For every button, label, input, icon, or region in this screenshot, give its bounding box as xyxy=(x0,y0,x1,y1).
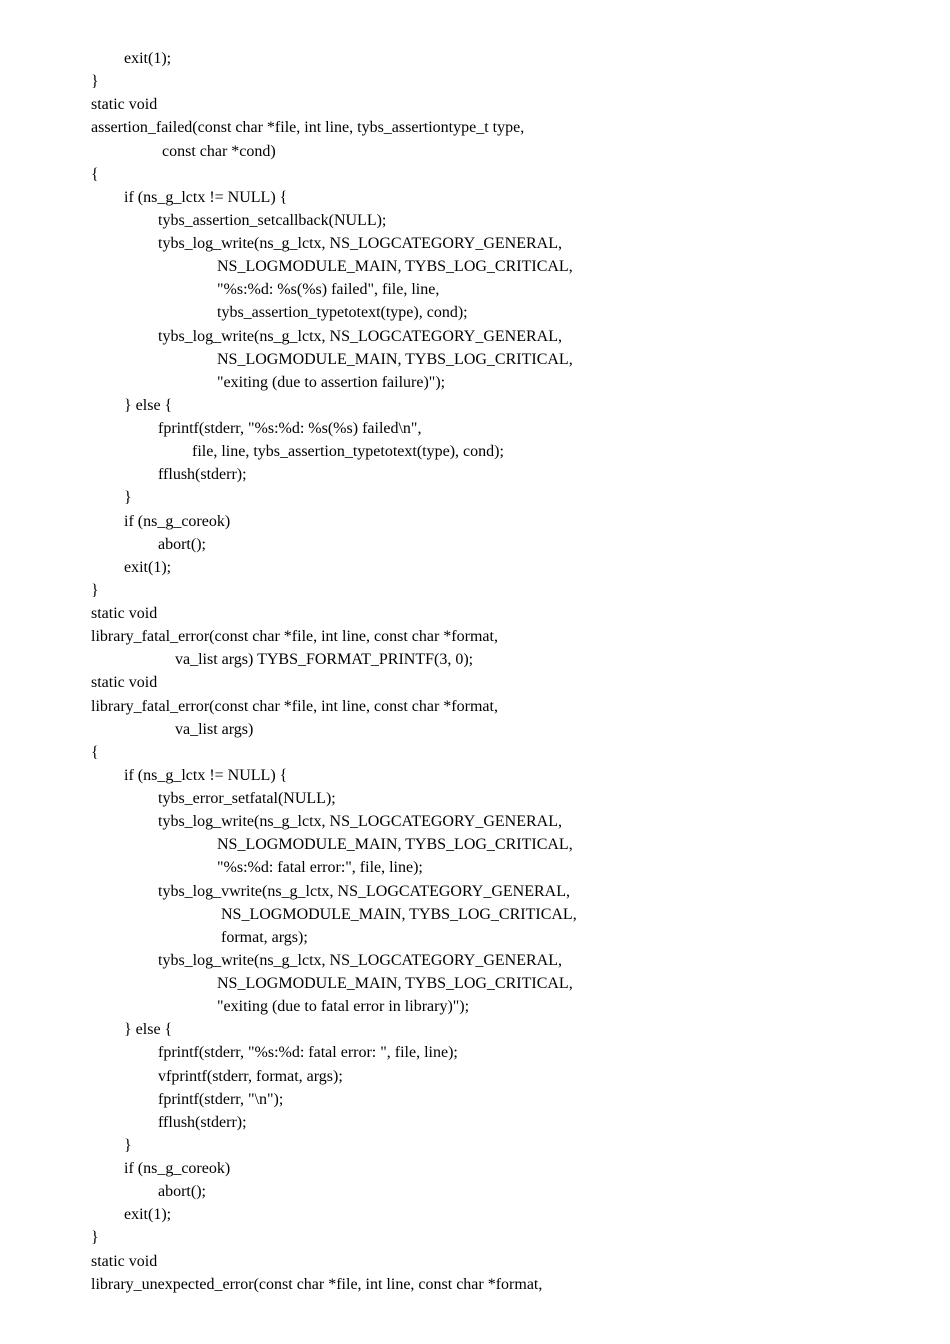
code-line: format, args); xyxy=(221,928,308,946)
code-line: static void xyxy=(91,1252,158,1270)
code-line: tybs_log_write(ns_g_lctx, NS_LOGCATEGORY_GENERAL, xyxy=(158,327,562,345)
code-line: } xyxy=(91,581,99,599)
code-line: if (ns_g_lctx != NULL) { xyxy=(124,188,288,206)
code-line: tybs_log_write(ns_g_lctx, NS_LOGCATEGORY_GENERAL, xyxy=(158,813,562,831)
code-line: library_unexpected_error(const char *file, int line, const char *format, xyxy=(91,1275,543,1293)
code-line: "%s:%d: %s(%s) failed", file, line, xyxy=(217,281,440,299)
code-line: abort(); xyxy=(158,535,206,553)
code-line: NS_LOGMODULE_MAIN, TYBS_LOG_CRITICAL, xyxy=(217,836,573,854)
code-line: "%s:%d: fatal error:", file, line); xyxy=(217,859,423,877)
code-line: fflush(stderr); xyxy=(158,466,247,484)
code-line: fprintf(stderr, "%s:%d: fatal error: ", file, line); xyxy=(158,1044,458,1062)
code-line: if (ns_g_lctx != NULL) { xyxy=(124,766,288,784)
code-line: NS_LOGMODULE_MAIN, TYBS_LOG_CRITICAL, xyxy=(217,350,573,368)
code-line: tybs_assertion_typetotext(type), cond); xyxy=(217,304,468,322)
code-line: file, line, tybs_assertion_typetotext(type), cond); xyxy=(192,443,504,461)
code-line: tybs_log_write(ns_g_lctx, NS_LOGCATEGORY_GENERAL, xyxy=(158,235,562,252)
code-line: library_fatal_error(const char *file, int line, const char *format, xyxy=(91,697,498,715)
code-line: tybs_assertion_setcallback(NULL); xyxy=(158,211,387,229)
code-line: "exiting (due to assertion failure)"); xyxy=(217,373,446,391)
code-line: fprintf(stderr, "%s:%d: %s(%s) failed\n", xyxy=(158,420,422,437)
code-line: exit(1); xyxy=(124,558,172,576)
code-line: tybs_error_setfatal(NULL); xyxy=(158,790,336,807)
code-line: tybs_log_vwrite(ns_g_lctx, NS_LOGCATEGORY_GENERAL, xyxy=(158,882,570,900)
code-line: NS_LOGMODULE_MAIN, TYBS_LOG_CRITICAL, xyxy=(221,905,577,923)
code-line: static void xyxy=(91,96,158,114)
code-line: } else { xyxy=(124,1021,173,1039)
code-line: NS_LOGMODULE_MAIN, TYBS_LOG_CRITICAL, xyxy=(217,258,573,276)
code-line: NS_LOGMODULE_MAIN, TYBS_LOG_CRITICAL, xyxy=(217,975,573,992)
code-line: abort(); xyxy=(158,1183,206,1201)
code-line: if (ns_g_coreok) xyxy=(124,512,231,530)
code-line: vfprintf(stderr, format, args); xyxy=(158,1067,343,1085)
code-line: assertion_failed(const char *file, int line, tybs_assertiontype_t type, xyxy=(91,119,525,137)
code-line: } xyxy=(124,1136,132,1154)
code-line: va_list args) xyxy=(175,720,254,738)
code-line: "exiting (due to fatal error in library)"); xyxy=(217,998,470,1016)
code-line: library_fatal_error(const char *file, int line, const char *format, xyxy=(91,628,498,646)
code-line: tybs_log_write(ns_g_lctx, NS_LOGCATEGORY_GENERAL, xyxy=(158,951,562,969)
code-line: if (ns_g_coreok) xyxy=(124,1160,231,1177)
code-line: fflush(stderr); xyxy=(158,1113,247,1131)
code-line: } else { xyxy=(124,396,173,414)
code-line: exit(1); xyxy=(124,1206,172,1224)
code-line: fprintf(stderr, "\n"); xyxy=(158,1090,284,1108)
code-line: { xyxy=(91,165,99,183)
code-line: { xyxy=(91,743,99,761)
code-listing xyxy=(91,47,577,1296)
code-line: exit(1); xyxy=(124,50,172,67)
code-line: } xyxy=(91,73,99,91)
code-line: } xyxy=(124,489,132,507)
code-line: static void xyxy=(91,674,158,692)
code-line: } xyxy=(91,1229,99,1247)
code-line: va_list args) TYBS_FORMAT_PRINTF(3, 0); xyxy=(175,651,474,669)
code-line: static void xyxy=(91,605,158,622)
code-line: const char *cond) xyxy=(162,142,276,160)
